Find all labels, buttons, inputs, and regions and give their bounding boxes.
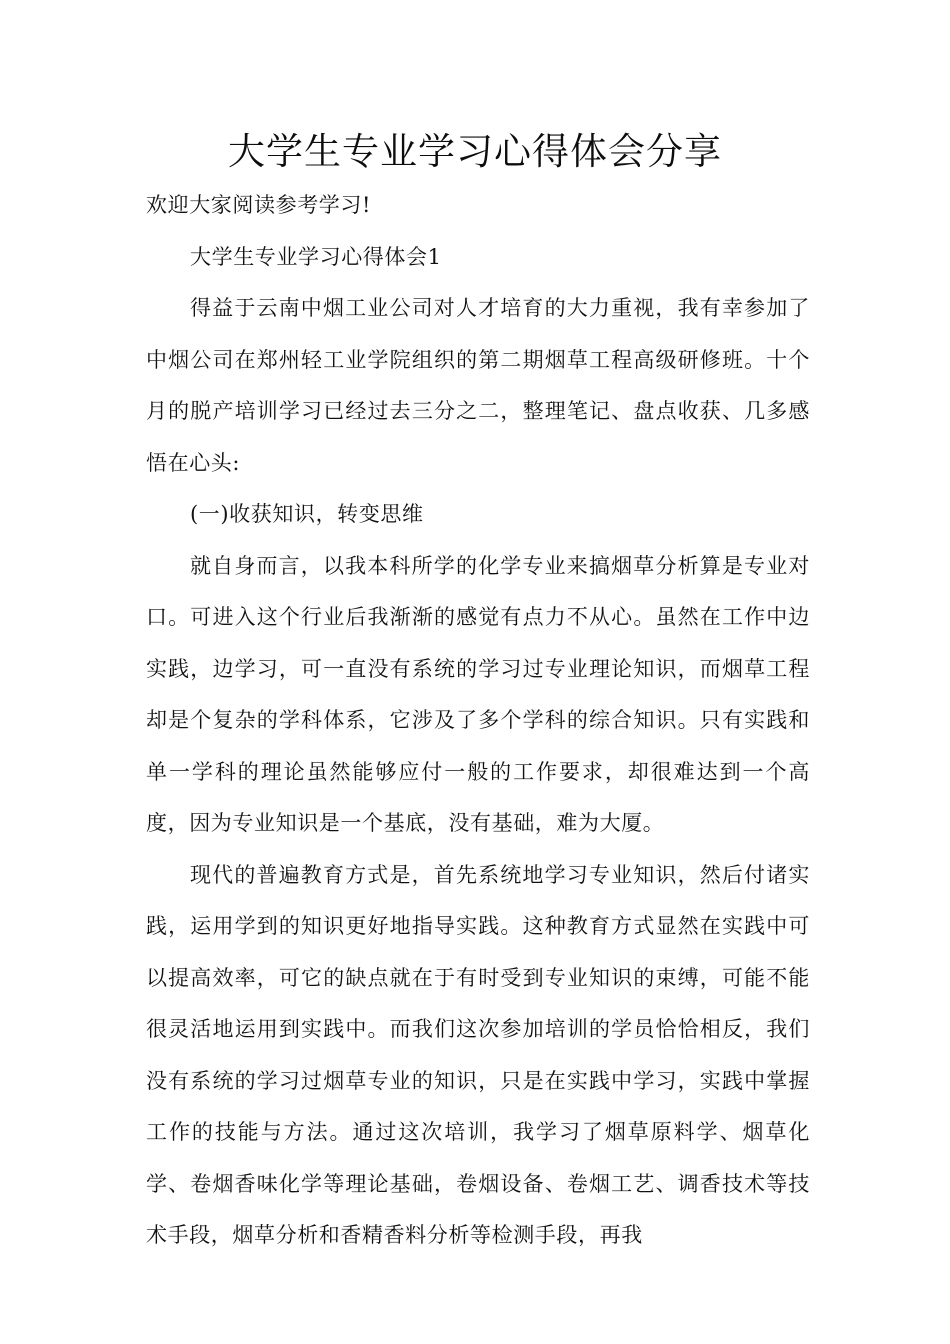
body-paragraph: 就自身而言，以我本科所学的化学专业来搞烟草分析算是专业对口。可进入这个行业后我渐渐的感觉有点力不从心。虽然在工作中边实践，边学习，可一直没有系统的学习过专业理论知识，而烟草工程却是个复杂的学科体系，它涉及了多个学科的综合知识。只有实践和单一学科的理论虽然能够应付一般的工作要求，却很难达到一个高度，因为专业知识是一个基底，没有基础，难为大厦。	[146, 553, 810, 835]
body-paragraph: 得益于云南中烟工业公司对人才培育的大力重视，我有幸参加了中烟公司在郑州轻工业学院组织的第二期烟草工程高级研修班。十个月的脱产培训学习已经过去三分之二，整理笔记、盘点收获、几多感悟在心头:	[146, 296, 810, 475]
subsection-heading: (一)收获知识，转变思维	[190, 502, 424, 526]
body-paragraph: 现代的普遍教育方式是，首先系统地学习专业知识，然后付诸实践，运用学到的知识更好地指导实践。这种教育方式显然在实践中可以提高效率，可它的缺点就在于有时受到专业知识的束缚，可能不能很灵活地运用到实践中。而我们这次参加培训的学员恰恰相反，我们没有系统的学习过烟草专业的知识，只是在实践中学习，实践中掌握工作的技能与方法。通过这次培训，我学习了烟草原料学、烟草化学、卷烟香味化学等理论基础，卷烟设备、卷烟工艺、调香技术等技术手段，烟草分析和香精香料分析等检测手段，再我	[146, 862, 810, 1247]
document-body	[146, 180, 810, 1262]
section-heading: 大学生专业学习心得体会1	[190, 244, 442, 269]
intro-line: 欢迎大家阅读参考学习!	[146, 193, 372, 217]
document-title: 大学生专业学习心得体会分享	[228, 130, 722, 173]
